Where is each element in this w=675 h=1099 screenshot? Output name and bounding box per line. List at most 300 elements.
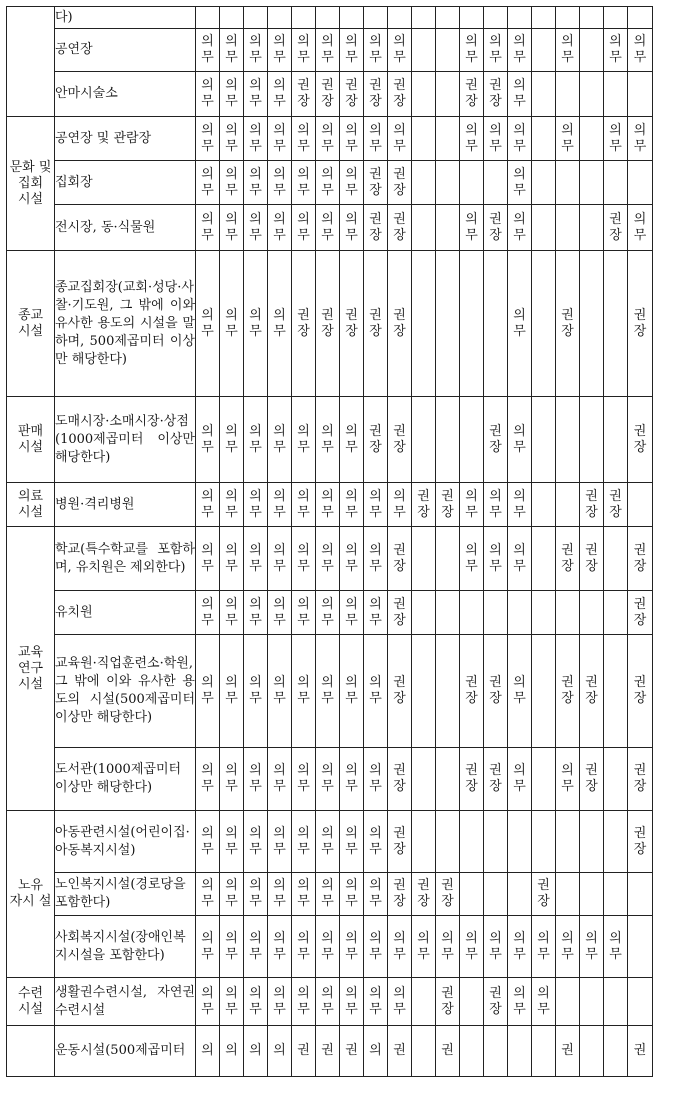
requirement-cell: 권장 [460, 635, 484, 748]
requirement-cell: 의무 [268, 527, 292, 591]
requirement-cell [532, 161, 556, 205]
requirement-cell: 의무 [268, 117, 292, 161]
requirement-cell: 의무 [268, 591, 292, 635]
requirement-cell: 의무 [220, 205, 244, 251]
requirement-cell [436, 161, 460, 205]
requirement-cell: 권장 [388, 251, 412, 397]
requirement-cell: 의무 [292, 483, 316, 527]
requirement-cell [460, 873, 484, 916]
requirement-cell: 의무 [268, 978, 292, 1026]
requirement-cell: 의무 [244, 205, 268, 251]
requirement-cell: 의무 [460, 483, 484, 527]
facility-cell: 전시장, 동·식물원 [55, 205, 196, 251]
requirement-cell: 권장 [580, 483, 604, 527]
requirement-cell [436, 251, 460, 397]
requirement-cell: 의무 [268, 748, 292, 811]
requirement-cell: 의무 [292, 591, 316, 635]
requirement-cell: 권장 [388, 72, 412, 117]
requirement-cell: 의무 [388, 29, 412, 72]
requirement-cell [556, 397, 580, 483]
requirement-cell: 의무 [292, 205, 316, 251]
category-cell [7, 1026, 55, 1077]
requirement-cell [532, 29, 556, 72]
requirement-cell: 의무 [628, 205, 653, 251]
requirement-cell: 의무 [580, 916, 604, 978]
requirement-cell [436, 117, 460, 161]
requirement-cell: 의무 [196, 811, 220, 873]
requirement-cell [460, 978, 484, 1026]
requirement-cell: 의무 [196, 916, 220, 978]
requirement-cell: 권장 [412, 873, 436, 916]
requirement-cell: 권장 [388, 161, 412, 205]
requirement-cell [604, 397, 628, 483]
requirement-cell: 의무 [220, 811, 244, 873]
table-row [7, 251, 653, 397]
requirement-cell [412, 251, 436, 397]
requirement-cell [412, 7, 436, 29]
requirement-cell [412, 635, 436, 748]
table-row [7, 873, 653, 916]
requirement-cell [532, 251, 556, 397]
requirement-cell [412, 811, 436, 873]
requirement-cell [604, 748, 628, 811]
requirement-cell: 의무 [340, 527, 364, 591]
requirement-cell [604, 251, 628, 397]
requirement-cell [484, 811, 508, 873]
requirement-cell [628, 483, 653, 527]
requirement-cell [436, 29, 460, 72]
requirement-cell [628, 72, 653, 117]
requirement-cell: 의무 [412, 916, 436, 978]
requirement-cell [628, 873, 653, 916]
requirement-cell: 의무 [508, 72, 532, 117]
requirement-cell: 권장 [388, 205, 412, 251]
requirement-cell [580, 251, 604, 397]
requirement-cell: 권장 [316, 251, 340, 397]
requirement-cell: 의무 [220, 527, 244, 591]
requirement-cell: 의무 [292, 161, 316, 205]
requirement-cell [580, 205, 604, 251]
requirement-cell: 의무 [316, 591, 340, 635]
requirement-cell [556, 483, 580, 527]
requirement-cell: 권 [628, 1026, 653, 1077]
requirement-cell: 권장 [364, 251, 388, 397]
requirement-cell: 의무 [316, 978, 340, 1026]
requirement-cell: 의무 [244, 29, 268, 72]
requirement-cell: 의무 [196, 117, 220, 161]
requirement-cell: 의무 [220, 978, 244, 1026]
requirement-cell [604, 591, 628, 635]
requirement-cell: 의 [244, 1026, 268, 1077]
requirement-cell: 권장 [484, 748, 508, 811]
requirement-cell: 의무 [508, 205, 532, 251]
requirement-cell: 의무 [268, 483, 292, 527]
requirement-cell: 의무 [196, 29, 220, 72]
requirement-cell [604, 7, 628, 29]
requirement-cell: 의무 [316, 916, 340, 978]
requirement-cell [484, 873, 508, 916]
requirement-cell: 의무 [268, 873, 292, 916]
requirement-cell: 권장 [628, 251, 653, 397]
requirement-cell: 의무 [220, 591, 244, 635]
requirement-cell: 의무 [268, 205, 292, 251]
requirement-cell [604, 1026, 628, 1077]
requirement-cell [220, 7, 244, 29]
requirement-cell: 의무 [220, 72, 244, 117]
requirement-cell: 의무 [292, 635, 316, 748]
requirement-cell: 의무 [196, 527, 220, 591]
requirement-cell: 권장 [388, 748, 412, 811]
requirement-cell: 권장 [316, 72, 340, 117]
requirement-cell [412, 527, 436, 591]
requirement-cell: 의무 [460, 527, 484, 591]
requirement-cell [532, 117, 556, 161]
requirement-cell: 의무 [220, 873, 244, 916]
requirement-cell [580, 29, 604, 72]
requirement-cell: 의무 [460, 117, 484, 161]
requirement-cell [460, 7, 484, 29]
requirement-cell [604, 527, 628, 591]
facility-cell: 다) [55, 7, 196, 29]
requirement-cell [412, 591, 436, 635]
requirement-cell: 의무 [196, 591, 220, 635]
requirement-cell: 의 [364, 1026, 388, 1077]
requirement-cell [436, 811, 460, 873]
facility-cell: 공연장 [55, 29, 196, 72]
requirement-cell: 의무 [220, 397, 244, 483]
requirement-cell: 권장 [604, 483, 628, 527]
facility-cell: 아동관련시설(어린이집·아동복지시설) [55, 811, 196, 873]
requirement-cell [532, 205, 556, 251]
requirement-cell: 의 [196, 1026, 220, 1077]
requirement-cell: 의무 [340, 29, 364, 72]
requirement-cell: 의무 [268, 72, 292, 117]
requirement-cell: 의무 [316, 29, 340, 72]
requirement-cell [604, 72, 628, 117]
requirement-cell [244, 7, 268, 29]
requirement-cell [580, 873, 604, 916]
requirement-cell [484, 591, 508, 635]
requirement-cell: 의무 [220, 117, 244, 161]
requirement-cell: 의무 [508, 161, 532, 205]
requirement-cell: 권장 [364, 161, 388, 205]
facility-cell: 병원·격리병원 [55, 483, 196, 527]
requirement-cell: 권장 [628, 748, 653, 811]
requirement-cell: 의무 [508, 916, 532, 978]
table-row [7, 117, 653, 161]
facility-cell: 교육원·직업훈련소·학원, 그 밖에 이와 유사한 용도의 시설(500제곱미터 이상만 해당한다) [55, 635, 196, 748]
facility-cell: 생활권수련시설, 자연권수련시설 [55, 978, 196, 1026]
facility-requirements-table [6, 6, 653, 1077]
requirement-cell [364, 7, 388, 29]
requirement-cell: 의무 [244, 483, 268, 527]
requirement-cell [412, 205, 436, 251]
requirement-cell: 의무 [340, 978, 364, 1026]
facility-cell: 사회복지시설(장애인복지시설을 포함한다) [55, 916, 196, 978]
requirement-cell: 권장 [556, 527, 580, 591]
requirement-cell: 의무 [364, 29, 388, 72]
requirement-cell: 의무 [556, 29, 580, 72]
table-row [7, 527, 653, 591]
requirement-cell: 권 [292, 1026, 316, 1077]
requirement-cell: 의무 [340, 397, 364, 483]
requirement-cell [436, 527, 460, 591]
requirement-cell: 권 [388, 1026, 412, 1077]
requirement-cell: 의무 [196, 873, 220, 916]
requirement-cell [484, 251, 508, 397]
requirement-cell [556, 205, 580, 251]
requirement-cell [436, 205, 460, 251]
requirement-cell: 의무 [364, 483, 388, 527]
requirement-cell [628, 978, 653, 1026]
requirement-cell [484, 161, 508, 205]
requirement-cell: 의무 [340, 161, 364, 205]
requirement-cell: 권장 [436, 483, 460, 527]
requirement-cell [532, 1026, 556, 1077]
requirement-cell: 권장 [484, 978, 508, 1026]
requirement-cell: 의무 [628, 29, 653, 72]
requirement-cell: 의무 [244, 117, 268, 161]
requirement-cell: 의무 [556, 748, 580, 811]
requirement-cell [580, 161, 604, 205]
category-cell: 의료 시설 [7, 483, 55, 527]
requirement-cell: 권장 [484, 635, 508, 748]
category-cell: 종교 시설 [7, 251, 55, 397]
requirement-cell [436, 72, 460, 117]
requirement-cell: 권장 [436, 873, 460, 916]
requirement-cell: 의무 [364, 916, 388, 978]
requirement-cell: 의무 [364, 635, 388, 748]
requirement-cell: 권장 [364, 205, 388, 251]
requirement-cell: 권장 [628, 527, 653, 591]
table-row [7, 161, 653, 205]
requirement-cell [532, 483, 556, 527]
requirement-cell: 의무 [316, 811, 340, 873]
requirement-cell: 의무 [196, 397, 220, 483]
requirement-cell [508, 7, 532, 29]
requirement-cell: 의무 [460, 916, 484, 978]
requirement-cell [412, 161, 436, 205]
requirement-cell [556, 72, 580, 117]
requirement-cell: 의무 [316, 483, 340, 527]
requirement-cell: 권장 [628, 591, 653, 635]
facility-cell: 공연장 및 관람장 [55, 117, 196, 161]
facility-cell: 도서관(1000제곱미터 이상만 해당한다) [55, 748, 196, 811]
requirement-cell: 의무 [196, 483, 220, 527]
requirement-cell: 권장 [628, 635, 653, 748]
facility-cell: 학교(특수학교를 포함하며, 유치원은 제외한다) [55, 527, 196, 591]
requirement-cell: 권장 [388, 527, 412, 591]
requirement-cell [436, 748, 460, 811]
requirement-cell [556, 161, 580, 205]
table-row [7, 916, 653, 978]
requirement-cell: 의무 [220, 483, 244, 527]
requirement-cell: 의무 [220, 635, 244, 748]
requirement-cell [628, 7, 653, 29]
requirement-cell [436, 591, 460, 635]
table-row [7, 635, 653, 748]
requirement-cell: 의무 [364, 873, 388, 916]
requirement-cell: 의무 [196, 161, 220, 205]
requirement-cell: 의무 [292, 397, 316, 483]
requirement-cell: 의무 [244, 527, 268, 591]
requirement-cell [556, 978, 580, 1026]
requirement-cell [556, 873, 580, 916]
requirement-cell: 의무 [364, 117, 388, 161]
requirement-cell [580, 978, 604, 1026]
requirement-cell: 의무 [292, 873, 316, 916]
requirement-cell: 권장 [460, 748, 484, 811]
requirement-cell [316, 7, 340, 29]
requirement-cell [460, 591, 484, 635]
requirement-cell: 의무 [316, 635, 340, 748]
table-row [7, 811, 653, 873]
requirement-cell: 권장 [412, 483, 436, 527]
requirement-cell: 의무 [316, 397, 340, 483]
requirement-cell: 권장 [556, 635, 580, 748]
requirement-cell: 권 [340, 1026, 364, 1077]
requirement-cell: 권장 [436, 978, 460, 1026]
requirement-cell: 권 [436, 1026, 460, 1077]
requirement-cell: 권장 [292, 251, 316, 397]
requirement-cell: 권장 [604, 205, 628, 251]
requirement-cell: 의무 [220, 748, 244, 811]
requirement-cell: 의무 [340, 873, 364, 916]
requirement-cell: 의무 [484, 117, 508, 161]
requirement-cell: 의무 [244, 978, 268, 1026]
requirement-cell: 의무 [532, 978, 556, 1026]
requirement-cell: 권장 [556, 251, 580, 397]
requirement-cell: 의무 [484, 916, 508, 978]
requirement-cell: 의 [220, 1026, 244, 1077]
requirement-cell [460, 811, 484, 873]
requirement-cell [532, 591, 556, 635]
requirement-cell: 의무 [244, 916, 268, 978]
requirement-cell: 의무 [388, 483, 412, 527]
requirement-cell [508, 873, 532, 916]
requirement-cell: 의무 [220, 916, 244, 978]
requirement-cell: 의무 [460, 205, 484, 251]
requirement-cell: 권장 [460, 72, 484, 117]
requirement-cell: 의무 [292, 748, 316, 811]
requirement-cell [436, 397, 460, 483]
requirement-cell: 권장 [292, 72, 316, 117]
requirement-cell: 의무 [268, 916, 292, 978]
requirement-cell: 의무 [268, 811, 292, 873]
requirement-cell [436, 635, 460, 748]
requirement-cell [484, 7, 508, 29]
requirement-cell: 의무 [244, 873, 268, 916]
requirement-cell [412, 29, 436, 72]
requirement-cell: 의무 [484, 483, 508, 527]
table-row [7, 29, 653, 72]
requirement-cell: 의무 [340, 811, 364, 873]
requirement-cell: 권장 [340, 251, 364, 397]
requirement-cell: 의무 [340, 205, 364, 251]
requirement-cell: 의무 [508, 483, 532, 527]
requirement-cell: 의무 [244, 591, 268, 635]
requirement-cell [436, 7, 460, 29]
requirement-cell [580, 811, 604, 873]
requirement-cell: 의무 [556, 117, 580, 161]
requirement-cell [268, 7, 292, 29]
requirement-cell [580, 117, 604, 161]
requirement-cell: 의무 [292, 527, 316, 591]
requirement-cell: 의무 [196, 978, 220, 1026]
requirement-cell: 의무 [244, 635, 268, 748]
requirement-cell: 의무 [244, 748, 268, 811]
requirement-cell: 의무 [340, 748, 364, 811]
requirement-cell [604, 161, 628, 205]
facility-cell: 안마시술소 [55, 72, 196, 117]
requirement-cell: 권장 [364, 397, 388, 483]
requirement-cell: 의무 [316, 161, 340, 205]
requirement-cell: 의무 [196, 748, 220, 811]
requirement-cell: 의무 [340, 635, 364, 748]
requirement-cell [580, 591, 604, 635]
requirement-cell: 의무 [364, 748, 388, 811]
requirement-cell [484, 1026, 508, 1077]
requirement-cell [556, 811, 580, 873]
table-row [7, 7, 653, 29]
requirement-cell [532, 72, 556, 117]
requirement-cell: 의 [268, 1026, 292, 1077]
requirement-cell: 의무 [340, 117, 364, 161]
requirement-cell: 의무 [244, 811, 268, 873]
requirement-cell: 의무 [196, 205, 220, 251]
requirement-cell: 의무 [268, 161, 292, 205]
facility-cell: 집회장 [55, 161, 196, 205]
requirement-cell: 의무 [340, 916, 364, 978]
requirement-cell [460, 161, 484, 205]
requirement-cell: 권장 [340, 72, 364, 117]
requirement-cell [532, 397, 556, 483]
requirement-cell: 의무 [508, 251, 532, 397]
requirement-cell: 권장 [388, 811, 412, 873]
requirement-cell [412, 748, 436, 811]
requirement-cell [412, 978, 436, 1026]
requirement-cell: 권장 [580, 527, 604, 591]
requirement-cell: 의무 [508, 117, 532, 161]
requirement-cell [532, 635, 556, 748]
requirement-cell: 의무 [316, 873, 340, 916]
requirement-cell: 권장 [580, 748, 604, 811]
requirement-cell [508, 591, 532, 635]
table-row [7, 1026, 653, 1077]
requirement-cell: 의무 [364, 978, 388, 1026]
requirement-cell: 의무 [364, 811, 388, 873]
requirement-cell: 의무 [316, 527, 340, 591]
requirement-cell: 권장 [532, 873, 556, 916]
requirement-cell: 의무 [244, 397, 268, 483]
requirement-cell: 의무 [220, 161, 244, 205]
requirement-cell [628, 161, 653, 205]
table-row [7, 72, 653, 117]
requirement-cell: 의무 [604, 117, 628, 161]
requirement-cell: 의무 [628, 117, 653, 161]
requirement-cell [532, 811, 556, 873]
requirement-cell: 권장 [628, 811, 653, 873]
requirement-cell: 의무 [388, 916, 412, 978]
requirement-cell [508, 811, 532, 873]
requirement-cell [580, 397, 604, 483]
requirement-cell [580, 72, 604, 117]
requirement-cell [412, 397, 436, 483]
requirement-cell: 의무 [268, 397, 292, 483]
category-cell: 노유 자시 설 [7, 811, 55, 978]
requirement-cell [580, 7, 604, 29]
requirement-cell [604, 978, 628, 1026]
